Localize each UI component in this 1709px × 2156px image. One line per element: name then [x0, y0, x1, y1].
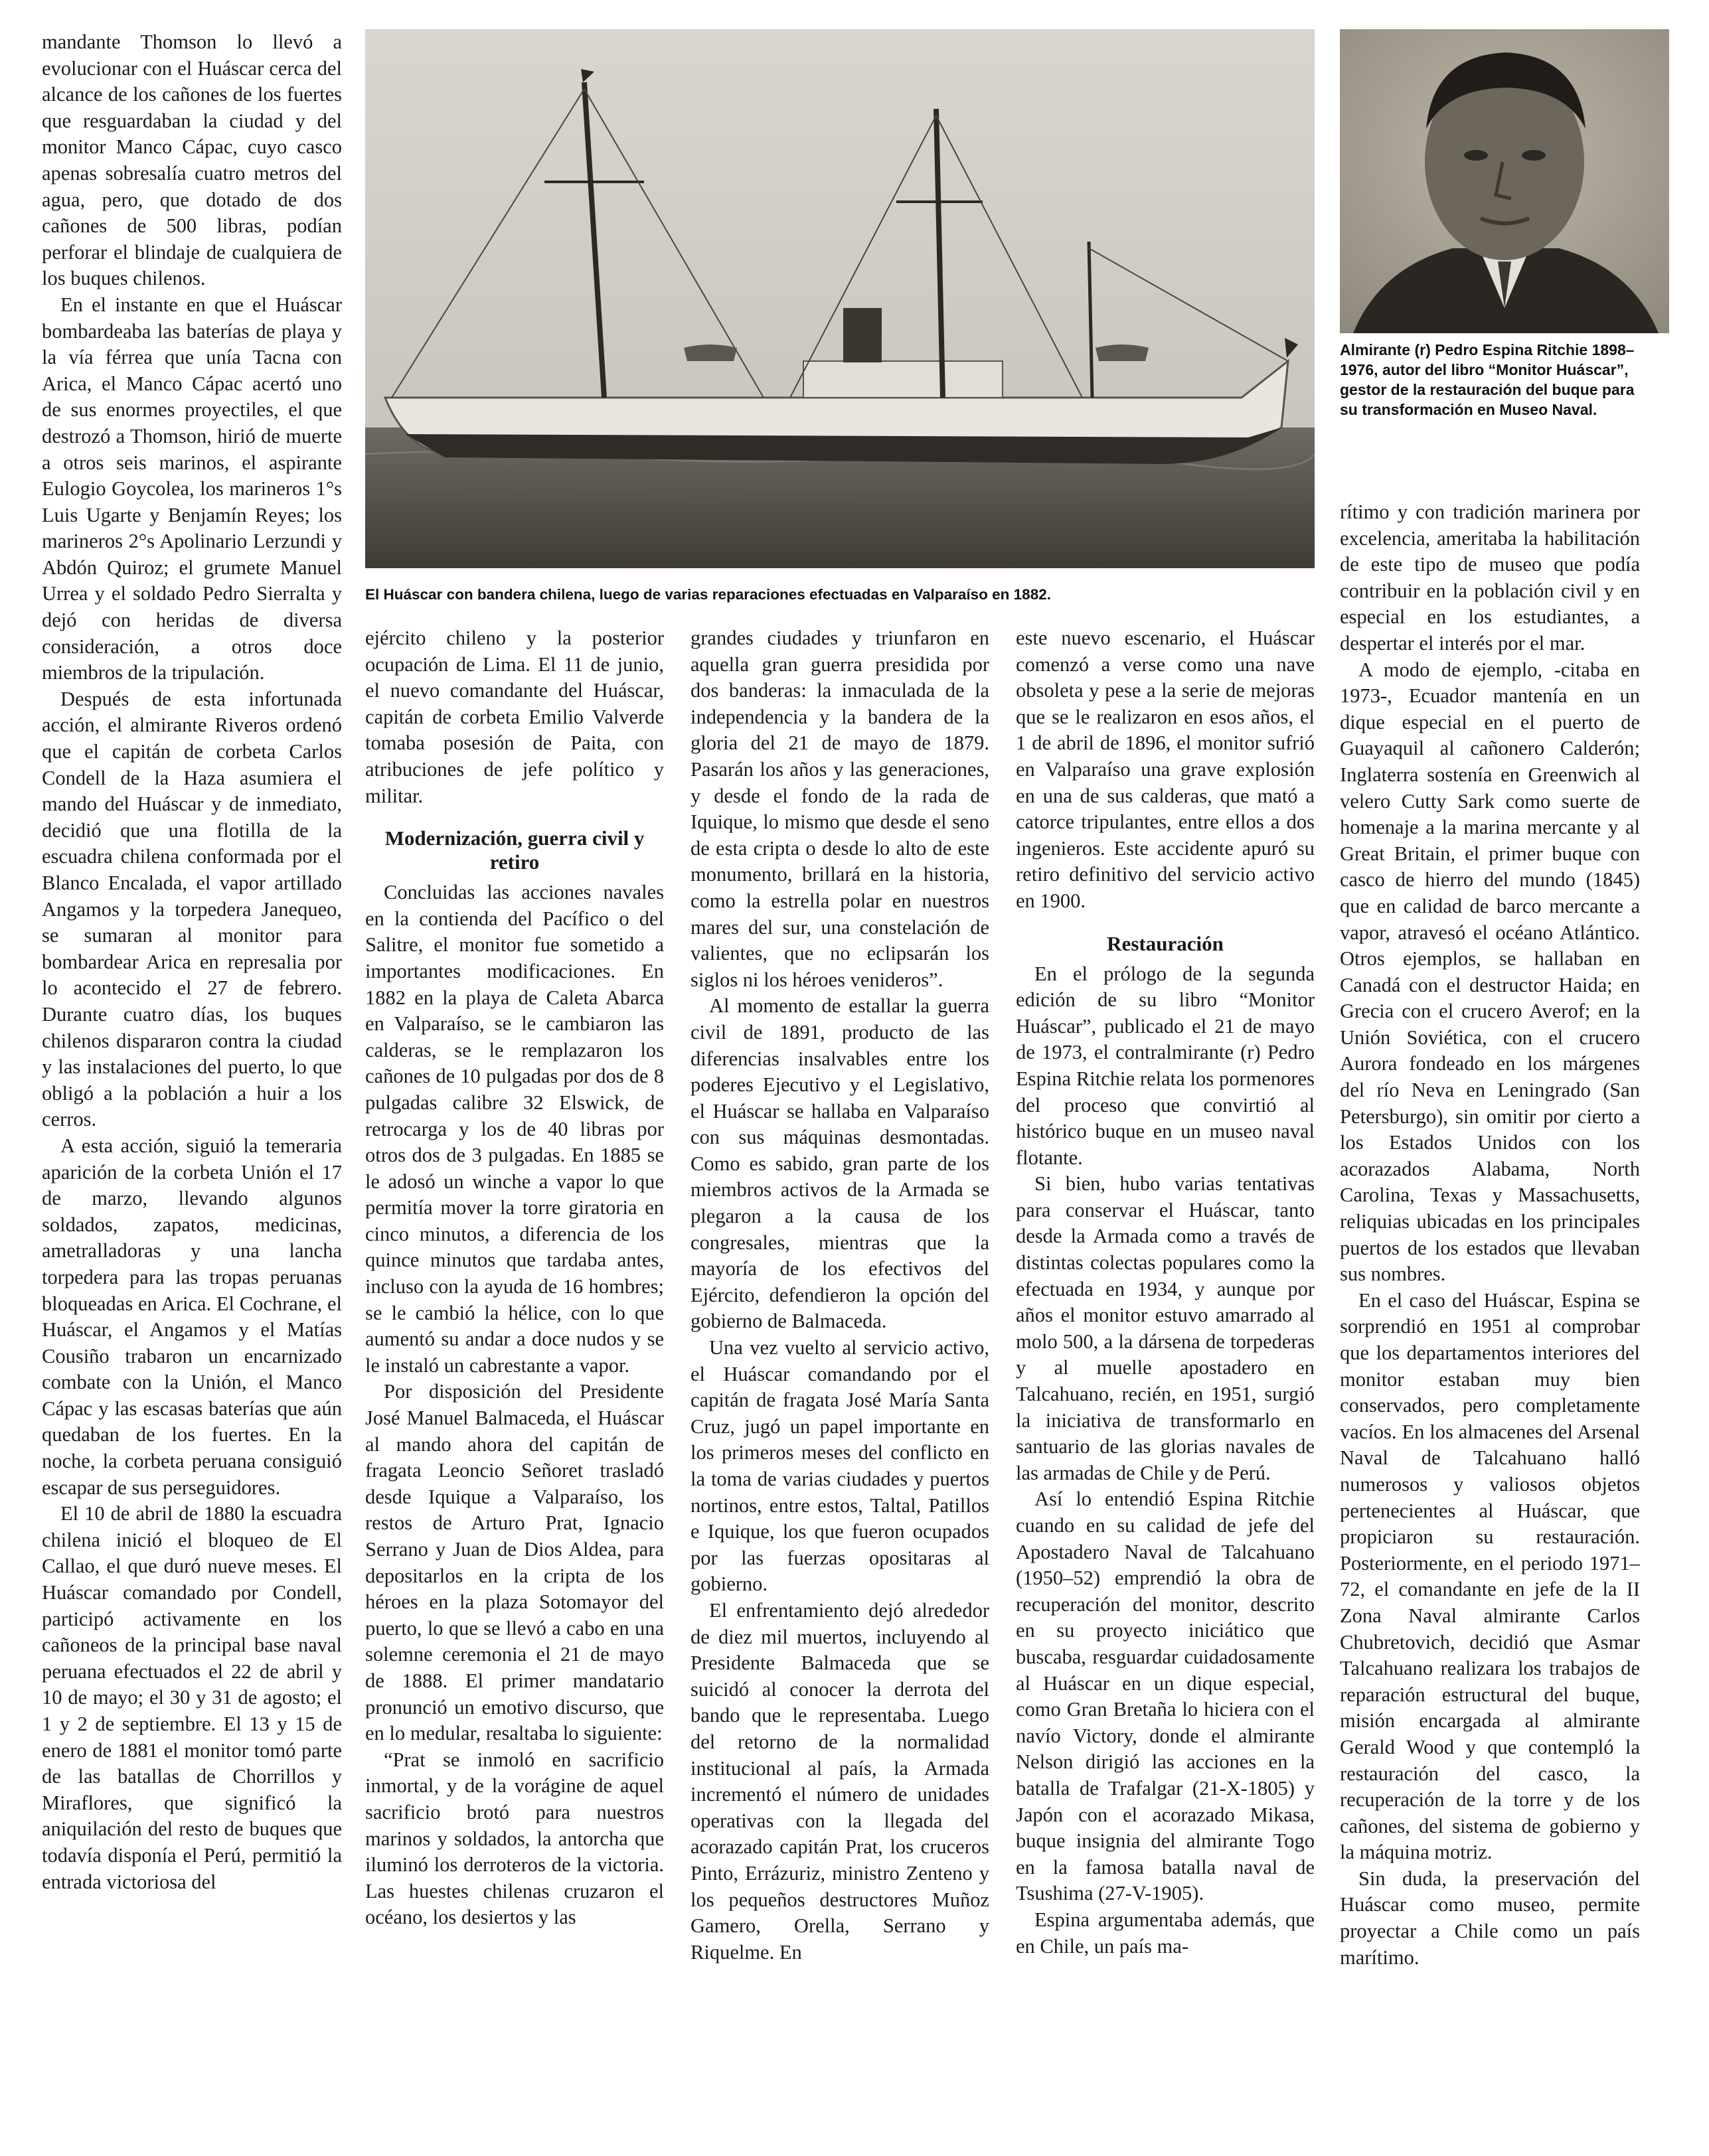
- col3-paragraph: Al momento de estallar la guerra civil de 1891, producto de las diferencias insalvables entre los poderes Ejecutivo y el Legislativo, el Huáscar se hallaba en Valparaíso con sus máquinas desmontadas. Como es sabido, gran parte de los miembros activos de la Armada se plegaron a la causa de los congresales, mientras que la mayoría de los efectivos del Ejército, defendieron la opción del gobierno de Balmaceda.: [691, 994, 989, 1333]
- portrait-image: [1340, 29, 1669, 333]
- article-column-5: [1340, 499, 1640, 2127]
- col1-paragraph: El 10 de abril de 1880 la escuadra chilena inició el bloqueo de El Callao, el que duró nueve meses. El Huáscar comandado por Condell, participó activamente en los cañoneos de la principal base naval peruana efectuados el 22 de abril y 10 de mayo; el 30 y 31 de agosto; el 1 y 2 de septiembre. El 13 y 15 de enero de 1881 el monitor tomó parte de las batallas de Chorrillos y Miraflores, que significó la aniquilación del resto de buques que todavía disponía el Perú, permitió la entrada victoriosa del: [42, 1502, 342, 1893]
- col2-paragraph: Por disposición del Presidente José Manuel Balmaceda, el Huáscar al mando ahora del capitán de fragata Leoncio Señoret trasladó desde Iquique a Valparaíso, los restos de Arturo Prat, Ignacio Serrano y Juan de Dios Aldea, para depositarlos en la cripta de los héroes en la plaza Sotomayor del puerto, lo que se llevó a cabo en una solemne ceremonia el 21 de mayo de 1888. El primer mandatario pronunció un emotivo discurso, que en lo medular, resaltaba lo siguiente:: [365, 1380, 664, 1745]
- article-column-3: [691, 625, 989, 2127]
- col3-paragraph: El enfrentamiento dejó alrededor de diez mil muertos, incluyendo al Presidente Balmaceda que se suicidó al conocer la derrota del bando que le representaba. Luego del retorno de la normalidad institucional al país, la Armada incrementó el número de unidades operativas con la llegada del acorazado capitán Prat, los cruceros Pinto, Errázuriz, ministro Zenteno y los pequeños destructores Muñoz Gamero, Orella, Serrano y Riquelme. En: [691, 1598, 989, 1964]
- col4-paragraph: En el prólogo de la segunda edición de su libro “Monitor Huáscar”, publicado el 21 de mayo de 1973, el contralmirante (r) Pedro Espina Ritchie relata los pormenores del proceso que convirtió al histórico buque en un museo naval flotante.: [1016, 962, 1315, 1169]
- col1-paragraph: En el instante en que el Huáscar bombardeaba las baterías de playa y la vía férrea que unía Tacna con Arica, el Manco Cápac acertó uno de sus enormes proyectiles, el que destrozó a Thomson, hirió de muerte a otros seis marinos, el aspirante Eulogio Goycolea, los marineros 1°s Luis Ugarte y Benjamín Reyes; los marineros 2°s Apolinario Lerzundi y Abdón Quiroz; el grumete Manuel Urrea y el soldado Pedro Sierralta y dejó con heridas de diversa consideración, a otros doce miembros de la tripulación.: [42, 293, 342, 684]
- ship-photo-caption: El Huáscar con bandera chilena, luego de varias reparaciones efectuadas en Valparaíso en 1882.: [365, 586, 1051, 603]
- col4-paragraph: Así lo entendió Espina Ritchie cuando en su calidad de jefe del Apostadero Naval de Talcahuano (1950–52) emprendió la obra de recuperación del monitor, descrito en su proyecto iniciático que buscaba, resguardar cuidadosamente al Huáscar en un dique especial, como Gran Bretaña lo hiciera con el navío Victory, donde el almirante Nelson dirigió las acciones en la batalla de Trafalgar (21-X-1805) y Japón con el acorazado Mikasa, buque insignia del almirante Togo en la famosa batalla naval de Tsushima (27-V-1905).: [1016, 1488, 1315, 1905]
- col2-paragraph: ejército chileno y la posterior ocupación de Lima. El 11 de junio, el nuevo comandante del Huáscar, capitán de corbeta Emilio Valverde tomaba posesión de Paita, con atribuciones de jefe político y militar.: [365, 627, 664, 807]
- col4-paragraph: Espina argumentaba además, que en Chile, un país ma-: [1016, 1908, 1315, 1958]
- portrait-photo: [1340, 29, 1669, 333]
- ship-photo-image: [365, 29, 1315, 568]
- article-column-4: [1016, 625, 1315, 2127]
- article-column-2: [365, 625, 664, 2127]
- section-heading-restauracion: Restauración: [1107, 931, 1224, 955]
- ship-photo: [365, 29, 1315, 568]
- section-heading-modernizacion: Modernización, guerra civil y retiro: [384, 826, 645, 874]
- col3-paragraph: grandes ciudades y triunfaron en aquella gran guerra presidida por dos banderas: la inmaculada de la independencia y la bandera de la gloria del 21 de mayo de 1879. Pasarán los años y las generaciones, y desde el fondo de la rada de Iquique, lo mismo que desde el seno de esta cripta o desde lo alto de este monumento, brillará en la historia, como la estrella polar en nuestros mares del sur, una constelación de valientes, que no eclipsarán los siglos ni los héroes venideros”.: [691, 627, 989, 991]
- col5-paragraph: Sin duda, la preservación del Huáscar como museo, permite proyectar a Chile como un país marítimo.: [1340, 1867, 1640, 1969]
- col1-paragraph: Después de esta infortunada acción, el almirante Riveros ordenó que el capitán de corbeta Carlos Condell de la Haza asumiera el mando del Huáscar y de inmediato, decidió que una flotilla de la escuadra chilena conformada por el Blanco Encalada, el vapor artillado Angamos y la torpedera Janequeo, se sumaran al monitor para bombardear Arica en represalia por lo acontecido el 27 de febrero. Durante cuatro días, los buques chilenos dispararon contra la ciudad y las instalaciones del puerto, lo que obligó a la población a huir a los cerros.: [42, 687, 342, 1131]
- col5-paragraph: A modo de ejemplo, -citaba en 1973-, Ecuador mantenía en un dique especial en el puerto de Guayaquil al cañonero Calderón; Inglaterra sostenía en Greenwich al velero Cutty Sark como suerte de homenaje a la marina mercante y al Great Britain, el primer buque con casco de hierro del mundo (1845) que en calidad de barco mercante a vapor, atravesó el océano Atlántico. Otros ejemplos, se hallaban en Canadá con el destructor Haida; en Grecia con el crucero Averof; en la Unión Soviética, con el crucero Aurora fondeado en los márgenes del río Neva en Leningrado (San Petersburgo), sin omitir por cierto a los Estados Unidos con los acorazados Alabama, North Carolina, Texas y Massachusetts, reliquias ubicadas en los principales puertos de los estados que llevaban sus nombres.: [1340, 658, 1640, 1286]
- col1-paragraph: mandante Thomson lo llevó a evolucionar con el Huáscar cerca del alcance de los cañones de los fuertes que resguardaban la ciudad y del monitor Manco Cápac, cuyo casco apenas sobresalía cuatro metros del agua, pero, que dotado de dos cañones de 500 libras, podían perforar el blindaje de cualquiera de los buques chilenos.: [42, 31, 342, 290]
- col3-paragraph: Una vez vuelto al servicio activo, el Huáscar comandando por el capitán de fragata José María Santa Cruz, jugó un papel importante en los primeros meses del conflicto en la toma de varias ciudades y puertos nortinos, entre estos, Taltal, Patillos e Iquique, los que fueron ocupados por las fuerzas opositaras al gobierno.: [691, 1336, 989, 1596]
- col2-paragraph: Concluidas las acciones navales en la contienda del Pacífico o del Salitre, el monitor fue sometido a importantes modificaciones. En 1882 en la playa de Caleta Abarca en Valparaíso, se le cambiaron las calderas, se le remplazaron los cañones de 10 pulgadas por dos de 8 pulgadas calibre 32 Elswick, de retrocarga y los de 40 libras por otros dos de 3 pulgadas. En 1885 se le adosó un winche a vapor lo que permitía mover la torre giratoria en cinco minutos, a diferencia de los quince minutos que tardaba antes, incluso con la ayuda de 16 hombres; se le cambió la hélice, con lo que aumentó su andar a doce nudos y se le instaló un cabrestante a vapor.: [365, 881, 664, 1377]
- article-column-1: [42, 29, 342, 2127]
- col2-paragraph: “Prat se inmoló en sacrificio inmortal, y de la vorágine de aquel sacrificio brotó para nuestros marinos y soldados, la antorcha que iluminó los derroteros de la victoria. Las huestes chilenas cruzaron el océano, los desiertos y las: [365, 1748, 664, 1929]
- col5-paragraph: En el caso del Huáscar, Espina se sorprendió en 1951 al comprobar que los departamentos interiores del monitor estaban muy bien conservados, pero completamente vacíos. En los almacenes del Arsenal Naval de Talcahuano halló numerosos y valiosos objetos pertenecientes al Huáscar, que propiciaron su restauración. Posteriormente, en el periodo 1971–72, el comandante en jefe de la II Zona Naval almirante Carlos Chubretovich, decidió que Asmar Talcahuano realizara los trabajos de reparación estructural del buque, misión encargada al almirante Gerald Wood y que contempló la restauración del casco, la recuperación de la torre y de los cañones, del sistema de gobierno y la máquina motriz.: [1340, 1288, 1640, 1864]
- col4-paragraph: este nuevo escenario, el Huáscar comenzó a verse como una nave obsoleta y pese a la serie de mejoras que se le realizaron en esos años, el 1 de abril de 1896, el monitor sufrió en Valparaíso una grave explosión en una de sus calderas, que mató a catorce tripulantes, entre ellos a dos ingenieros. Este accidente apuró su retiro definitivo del servicio activo en 1900.: [1016, 627, 1315, 912]
- col4-paragraph: Si bien, hubo varias tentativas para conservar el Huáscar, tanto desde la Armada como a través de distintas colectas populares como la efectuada en 1934, y aunque por años el monitor estuvo amarrado al molo 500, a la dársena de torpederas y al muelle apostadero en Talcahuano, recién, en 1951, surgió la iniciativa de transformarlo en santuario de las glorias navales de las armadas de Chile y de Perú.: [1016, 1172, 1315, 1484]
- col1-paragraph: A esta acción, siguió la temeraria aparición de la corbeta Unión el 17 de marzo, llevando algunos soldados, zapatos, medicinas, ametralladoras y una lancha torpedera para las tropas peruanas bloqueadas en Arica. El Cochrane, el Huáscar, el Angamos y el Matías Cousiño trabaron un encarnizado combate con la Unión, el Manco Cápac y las escasas baterías que aún quedaban de los fuertes. En la noche, la corbeta peruana consiguió escapar de sus perseguidores.: [42, 1134, 342, 1499]
- col5-paragraph: rítimo y con tradición marinera por excelencia, ameritaba la habilitación de este tipo de museo que podía contribuir en la población civil y en especial en los estudiantes, a despertar el interés por el mar.: [1340, 501, 1640, 654]
- portrait-caption: Almirante (r) Pedro Espina Ritchie 1898–1976, autor del libro “Monitor Huáscar”, gestor de la restauración del buque para su transformación en Museo Naval.: [1340, 341, 1635, 418]
